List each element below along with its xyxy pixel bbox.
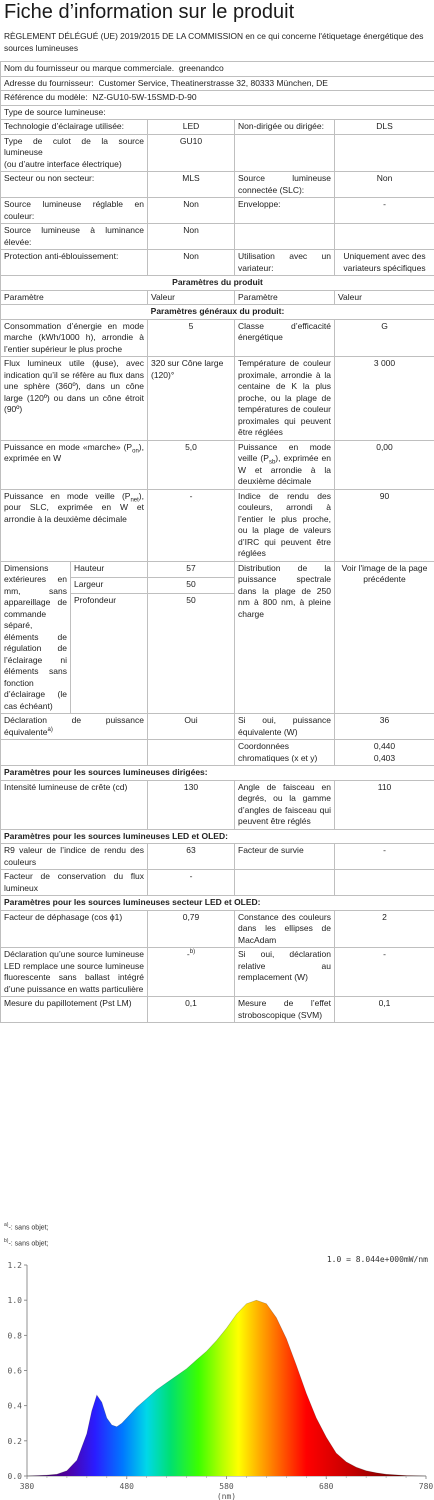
type-value-2: MLS: [148, 172, 235, 198]
beam-angle-value: 110: [335, 780, 434, 829]
type-row: [1, 198, 434, 224]
pon-label: Puissance en mode «marche» $(P_{on})$, exprimée en W: [1, 440, 148, 489]
type-row: [1, 250, 434, 276]
model-value: NZ-GU10-5W-15SMD-D-90: [92, 92, 197, 102]
spectrum-area: [27, 1300, 426, 1476]
type-label-2b: Source lumineuse connectée (SLC):: [235, 172, 335, 198]
type-value-2b: Non: [335, 172, 434, 198]
led-oled-row: [1, 870, 434, 896]
flicker-value: 0,1: [148, 997, 235, 1023]
mains-heading: Paramètres pour les sources lumineuses secteur LED et OLED:: [1, 896, 434, 911]
equiv-power-value: 36: [335, 714, 434, 740]
consumption-label: Consommation d’énergie en mode marche (kWh/1000 h), arrondie à l’entier supérieur le plus proche: [1, 319, 148, 357]
product-info-table: [0, 61, 434, 1023]
dim-depth-value: 50: [148, 594, 235, 714]
survival-label: Facteur de survie: [235, 844, 335, 870]
flux-maintenance-value: -: [148, 870, 235, 896]
pnet-value: -: [148, 489, 235, 561]
type-label-3b: Enveloppe:: [235, 198, 335, 224]
stroboscopic-label: Mesure de l’effet stroboscopique (SVM): [235, 997, 335, 1023]
r9-value: 63: [148, 844, 235, 870]
type-row: [1, 120, 434, 135]
dim-width-value: 50: [148, 577, 235, 593]
cct-label: Température de couleur proximale, arrondie à la centaine de K la plus proche, ou la plage de températures de couleur proximales qui peuvent être réglées: [235, 357, 335, 441]
params-row: [1, 740, 434, 766]
flux-label: Flux lumineux utile (ϕuse), avec indication qu’il se réfère au flux dans une sphère (360º), dans un cône large (120º) ou dans un cône étroit (90º): [1, 357, 148, 441]
y-tick-label: 1.2: [7, 1261, 22, 1270]
directional-heading: Paramètres pour les sources lumineuses dirigées:: [1, 766, 434, 781]
type-label-5b: Utilisation avec un variateur:: [235, 250, 335, 276]
type-value-3b: -: [335, 198, 434, 224]
mains-row: [1, 948, 434, 997]
type-value-0: LED: [148, 120, 235, 135]
led-oled-row: [1, 844, 434, 870]
type-label-2: Secteur ou non secteur:: [1, 172, 148, 198]
peak-intensity-label: Intensité lumineuse de crête (cd): [1, 780, 148, 829]
params-row: [1, 489, 434, 561]
supplier-name-label: Nom du fournisseur ou marque commerciale.: [4, 63, 175, 73]
power-factor-value: 0,79: [148, 910, 235, 948]
model-label: Référence du modèle:: [4, 92, 88, 102]
stroboscopic-value: 0,1: [335, 997, 434, 1023]
regulation-text: RÈGLEMENT DÉLÉGUÉ (UE) 2019/2015 DE LA COMMISSION en ce qui concerne l'étiquetage énergétique des sources lumineuses: [4, 31, 424, 53]
flicker-label: Mesure du papillotement (Pst LM): [1, 997, 148, 1023]
y-tick-label: 0.0: [7, 1472, 22, 1481]
chart-title: 1.0 = 8.044e+000mW/nm: [326, 1255, 428, 1264]
x-axis-label: (nm): [216, 1492, 237, 1500]
dim-depth-label: Profondeur: [71, 594, 148, 714]
model-row: [1, 91, 434, 106]
type-value-3: Non: [148, 198, 235, 224]
params-row: [1, 440, 434, 489]
x-tick-label: 480: [119, 1482, 134, 1491]
equiv-power-label: Si oui, puissance équivalente (W): [235, 714, 335, 740]
replacement-value: -$^{b)}$: [148, 948, 235, 997]
supplier-address-row: [1, 76, 434, 91]
y-tick-label: 0.6: [7, 1366, 22, 1376]
pnet-label: Puissance en mode veille $(P_{net})$, pour SLC, exprimée en W et arrondie à la deuxième décimale: [1, 489, 148, 561]
efficiency-value: G: [335, 319, 434, 357]
type-label-4: Source lumineuse à luminance élevée:: [1, 224, 148, 250]
type-label-1: Type de culot de la source lumineuse (ou d’autre interface électrique): [1, 134, 148, 172]
pon-value: 5,0: [148, 440, 235, 489]
psb-label: Puissance en mode veille $(P_{sb})$, exprimée en W et arrondie à la deuxième décimale: [235, 440, 335, 489]
footnote-b: $^{b)}$-: sans objet;: [4, 1238, 49, 1248]
chroma-value: 0,440 0,403: [335, 740, 434, 766]
supplier-name-row: [1, 62, 434, 77]
dim-width-label: Largeur: [71, 577, 148, 593]
beam-angle-label: Angle de faisceau en degrés, ou la gamme d’angles de faisceau qui peuvent être réglés: [235, 780, 335, 829]
params-row: [1, 714, 434, 740]
mains-row: [1, 997, 434, 1023]
x-tick-label: 380: [19, 1482, 35, 1491]
type-value-1b: [335, 134, 434, 172]
equiv-value: Oui: [148, 714, 235, 740]
type-label-5: Protection anti-éblouissement:: [1, 250, 148, 276]
macadam-label: Constance des couleurs dans les ellipses de MacAdam: [235, 910, 335, 948]
col-param-2: Paramètre: [235, 290, 335, 305]
dimensions-label: Dimensions extérieures en mm, sans appareillage de commande séparé, éléments de régulation de l’éclairage ni éléments sans fonction d’éclairage (le cas échéant): [1, 561, 71, 714]
replacement-label: Déclaration qu’une source lumineuse LED remplace une source lumineuse fluorescente sans ballast intégré d’une puissance en watts particulière: [1, 948, 148, 997]
page-title: Fiche d’information sur le produit: [4, 1, 295, 23]
peak-intensity-value: 130: [148, 780, 235, 829]
led-oled-heading: Paramètres pour les sources lumineuses LED et OLED:: [1, 829, 434, 844]
flux-value: 320 sur Cône large (120)°: [148, 357, 235, 441]
general-params-heading: Paramètres généraux du produit:: [1, 305, 434, 320]
type-row: [1, 134, 434, 172]
type-label-0b: Non-dirigée ou dirigée:: [235, 120, 335, 135]
type-label-4b: [235, 224, 335, 250]
flux-maintenance-label: Facteur de conservation du flux lumineux: [1, 870, 148, 896]
replacement-power-value: -: [335, 948, 434, 997]
type-value-1: GU10: [148, 134, 235, 172]
type-label-0: Technologie d’éclairage utilisée:: [1, 120, 148, 135]
col-param-1: Paramètre: [1, 290, 148, 305]
col-value-1: Valeur: [148, 290, 235, 305]
efficiency-label: Classe d’efficacité énergétique: [235, 319, 335, 357]
type-label-3: Source lumineuse réglable en couleur:: [1, 198, 148, 224]
x-tick-label: 780: [418, 1482, 434, 1491]
params-row: [1, 357, 434, 441]
r9-label: R9 valeur de l’indice de rendu des couleurs: [1, 844, 148, 870]
power-factor-label: Facteur de déphasage (cos ϕ1): [1, 910, 148, 948]
cri-value: 90: [335, 489, 434, 561]
type-value-4: Non: [148, 224, 235, 250]
supplier-address-value: Customer Service, Theatinerstrasse 32, 80333 München, DE: [98, 77, 328, 88]
y-tick-label: 0.2: [7, 1436, 22, 1446]
type-value-5: Non: [148, 250, 235, 276]
x-tick-label: 680: [319, 1482, 334, 1491]
dim-height-label: Hauteur: [71, 561, 148, 577]
footnote-a: $^{a)}$-: sans objet;: [4, 1222, 49, 1232]
spectral-label: Distribution de la puissance spectrale dans la plage de 250 nm à 800 nm, à pleine charge: [235, 561, 335, 714]
y-tick-label: 1.0: [7, 1296, 22, 1306]
dim-height-value: 57: [148, 561, 235, 577]
type-row: [1, 172, 434, 198]
type-section-heading: Type de source lumineuse:: [1, 105, 434, 120]
type-value-0b: DLS: [335, 120, 434, 135]
survival-value: -: [335, 844, 434, 870]
params-column-headers: [1, 290, 434, 305]
psb-value: 0,00: [335, 440, 434, 489]
supplier-address-label: Adresse du fournisseur:: [4, 77, 94, 88]
type-label-1b: [235, 134, 335, 172]
col-value-2: Valeur: [335, 290, 434, 305]
chroma-label: Coordonnées chromatiques (x et y): [235, 740, 335, 766]
type-value-5b: Uniquement avec des variateurs spécifiques: [335, 250, 434, 276]
consumption-value: 5: [148, 319, 235, 357]
spectral-value: Voir l'image de la page précédente: [335, 561, 434, 714]
y-tick-label: 0.8: [7, 1331, 22, 1341]
y-tick-label: 0.4: [7, 1401, 22, 1411]
equiv-label: Déclaration de puissance équivalente$^{a)}$: [1, 714, 148, 740]
product-params-heading: Paramètres du produit: [1, 276, 434, 291]
macadam-value: 2: [335, 910, 434, 948]
type-value-4b: [335, 224, 434, 250]
cri-label: Indice de rendu des couleurs, arrondi à l’entier le plus proche, ou la plage de valeurs d’IRC qui peuvent être réglées: [235, 489, 335, 561]
supplier-name-value: greenandco: [178, 63, 224, 73]
spectral-distribution-chart: [0, 1253, 434, 1500]
replacement-power-label: Si oui, déclaration relative au remplacement (W): [235, 948, 335, 997]
params-row: [1, 319, 434, 357]
directional-row: [1, 780, 434, 829]
cct-value: 3 000: [335, 357, 434, 441]
type-row: [1, 224, 434, 250]
dimensions-row: [1, 561, 434, 577]
mains-row: [1, 910, 434, 948]
x-tick-label: 580: [219, 1482, 234, 1491]
